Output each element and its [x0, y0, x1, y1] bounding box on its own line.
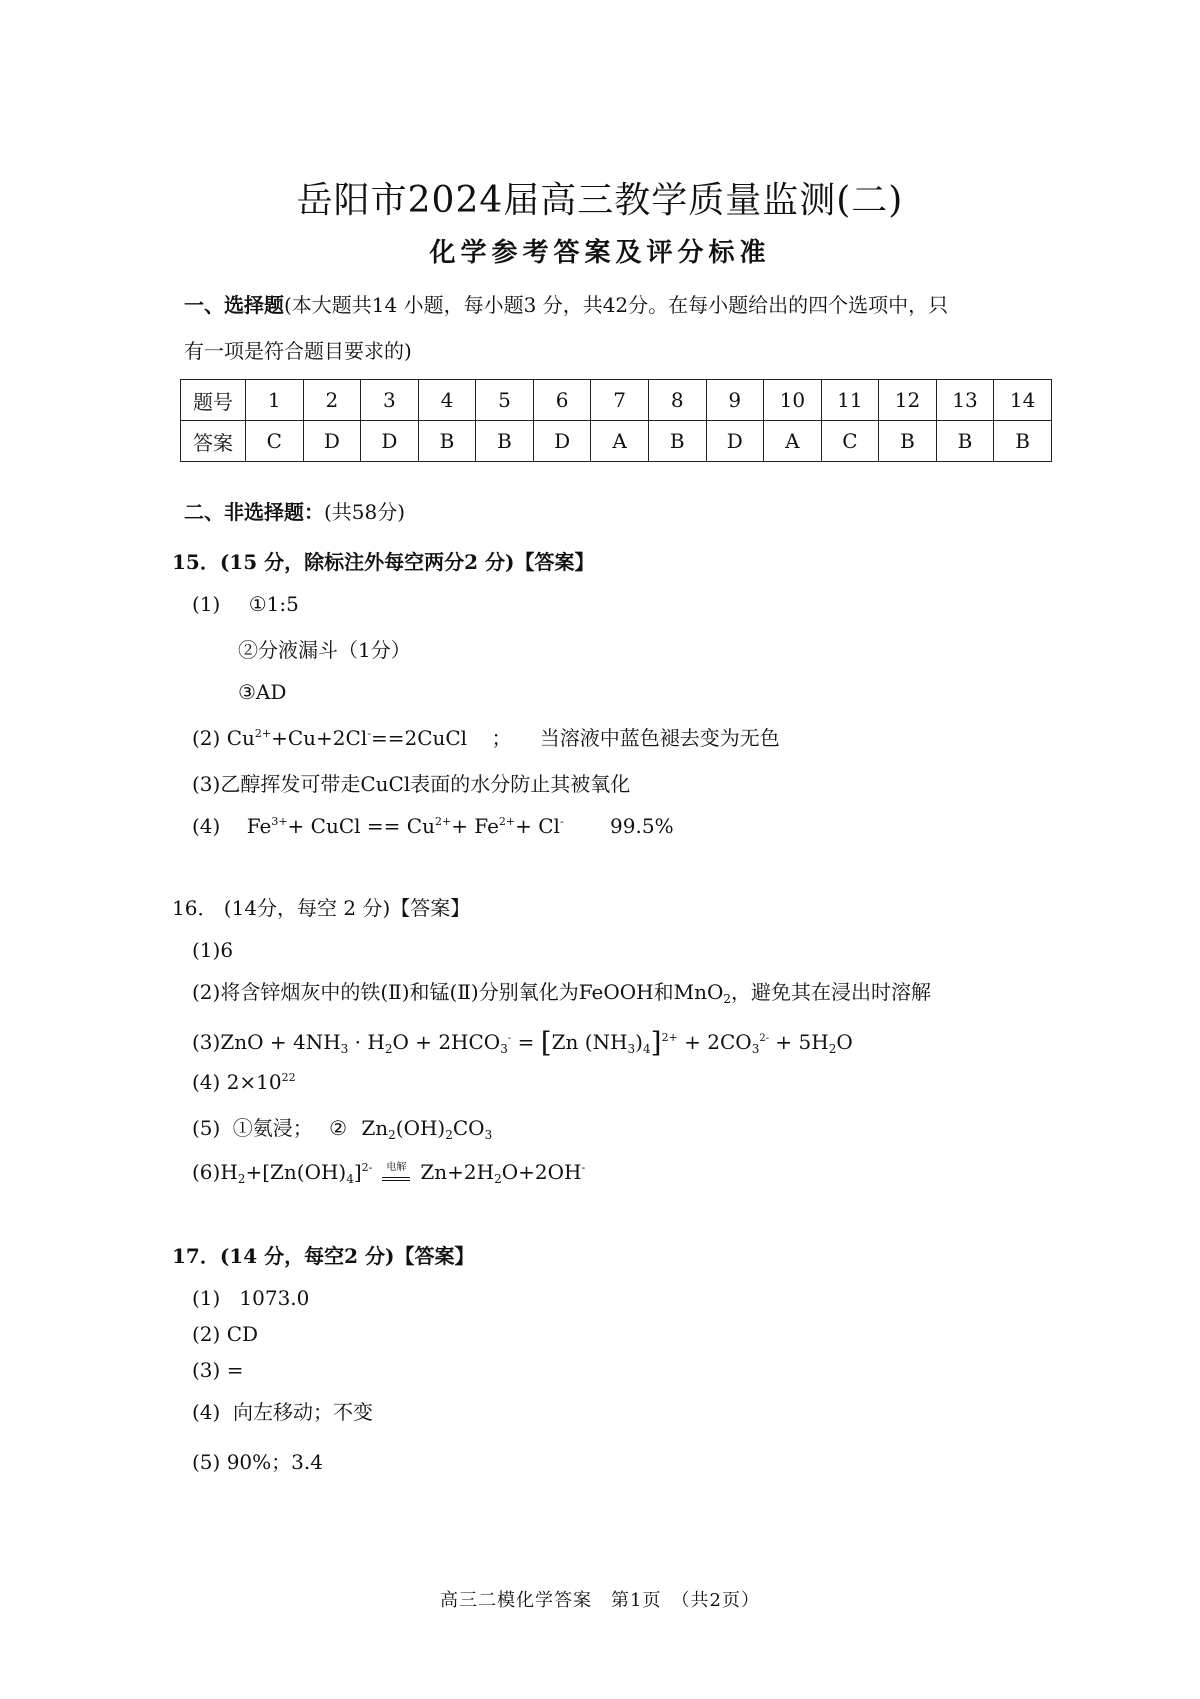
- electrolysis-arrow: [382, 1163, 410, 1181]
- q15-p2-label: (2): [192, 726, 221, 750]
- answer-cell: B: [994, 421, 1052, 462]
- page-title: 岳阳市2024届高三教学质量监测(二): [296, 180, 904, 221]
- q15-part3: (3)乙醇挥发可带走CuCl表面的水分防止其被氧化: [192, 772, 631, 796]
- q15-p1-a: ①1:5: [248, 592, 299, 616]
- section1-desc-line2: 有一项是符合题目要求的): [184, 339, 412, 363]
- answer-cell: B: [476, 421, 534, 462]
- q17-part5: (5) 90%；3.4: [192, 1450, 323, 1474]
- question-number: 7: [591, 380, 649, 421]
- answer-cell: B: [418, 421, 476, 462]
- answer-cell: B: [879, 421, 937, 462]
- question-number: 2: [303, 380, 361, 421]
- question-number: 5: [476, 380, 534, 421]
- question-number: 11: [821, 380, 879, 421]
- q16-p2-pre: (2)将含锌烟灰中的铁(Ⅱ)和锰(Ⅱ)分别氧化为FeOOH和: [192, 980, 674, 1004]
- q15-part1: [192, 592, 299, 616]
- q16-p6-label: (6): [192, 1160, 221, 1184]
- question-number: 8: [648, 380, 706, 421]
- q16-part3: [192, 1026, 853, 1059]
- q15-p4-label: (4): [192, 814, 221, 838]
- q15-p1-b: ②分液漏斗（1分）: [238, 638, 411, 662]
- q16-p6-products: $Zn+2H_2O+2OH^-$: [420, 1160, 586, 1186]
- question-number: 6: [533, 380, 591, 421]
- q15-p1-label: (1): [192, 592, 221, 616]
- section2-title: 二、非选择题：: [184, 500, 324, 524]
- q16-heading: 16． (14分，每空 2 分)【答案】: [172, 896, 471, 920]
- row-header-answer: 答案: [181, 421, 246, 462]
- answer-cell: D: [303, 421, 361, 462]
- answer-cell: C: [246, 421, 304, 462]
- q15-part2: [192, 722, 780, 751]
- electrolysis-label: 电解: [386, 1161, 407, 1173]
- answer-cell: B: [648, 421, 706, 462]
- q17-part1: (1) 1073.0: [192, 1286, 310, 1310]
- q17-heading: [172, 1240, 474, 1269]
- row-header-number: 题号: [181, 380, 246, 421]
- q15-p4-value: 99.5%: [610, 814, 674, 838]
- q16-p2-formula: MnO$_2$: [673, 980, 731, 1006]
- question-number: 14: [994, 380, 1052, 421]
- q16-part2: [192, 976, 931, 1005]
- answer-cell: C: [821, 421, 879, 462]
- q15-part4: [192, 814, 674, 838]
- answer-cell: D: [533, 421, 591, 462]
- q16-p5-label: (5): [192, 1116, 221, 1140]
- section2-desc: (共58分): [324, 500, 406, 524]
- q17-part4: (4) 向左移动；不变: [192, 1400, 374, 1424]
- q15-p2-text: 当溶液中蓝色褪去变为无色: [539, 726, 780, 750]
- q16-part1: (1)6: [192, 938, 234, 962]
- q15-p1-c: ③AD: [238, 680, 287, 704]
- answer-row: [181, 421, 1052, 462]
- q15-heading: [172, 546, 594, 575]
- question-number: 13: [936, 380, 994, 421]
- q16-p5-formula: $Zn_2(OH)_2CO_3$: [361, 1116, 493, 1142]
- q17-title: (14 分，每空2 分)【答案】: [219, 1244, 475, 1268]
- q16-p4-value: $2\times 10^{22}$: [226, 1070, 296, 1094]
- answer-cell: D: [361, 421, 419, 462]
- q17-part2: (2) CD: [192, 1322, 259, 1346]
- answer-table: [180, 379, 1052, 462]
- answer-cell: A: [591, 421, 649, 462]
- answer-cell: B: [936, 421, 994, 462]
- q16-p6-reactants: $H_2+[Zn(OH)_4]^{2-}$: [220, 1160, 373, 1186]
- q15-title: (15 分，除标注外每空两分2 分)【答案】: [219, 550, 595, 574]
- q15-p2-sep: ；: [491, 726, 512, 750]
- section1-heading: 一、选择题: [184, 293, 284, 317]
- page-subtitle: 化学参考答案及评分标准: [429, 238, 771, 268]
- section1-intro: [184, 282, 1044, 374]
- q16-p5-b: ②: [329, 1116, 347, 1140]
- question-number: 12: [879, 380, 937, 421]
- section2-heading: [184, 496, 405, 525]
- q16-part4: [192, 1070, 296, 1094]
- question-number-row: [181, 380, 1052, 421]
- question-number: 3: [361, 380, 419, 421]
- q16-p2-post: ，避免其在浸出时溶解: [731, 980, 931, 1004]
- q15-number: 15．: [172, 550, 220, 574]
- page-footer: 高三二模化学答案 第1页 （共2页）: [440, 1590, 760, 1611]
- section1-desc-line1: (本大题共14 小题，每小题3 分，共42分。在每小题给出的四个选项中，只: [284, 293, 949, 317]
- question-number: 1: [246, 380, 304, 421]
- q16-p4-label: (4): [192, 1070, 221, 1094]
- q17-part3: (3) =: [192, 1358, 244, 1382]
- question-number: 9: [706, 380, 764, 421]
- q15-p2-equation: $Cu^{2+}+Cu+2Cl^-==2CuCl$: [226, 726, 468, 750]
- answer-cell: A: [764, 421, 822, 462]
- q16-p5-a: ①氨浸；: [232, 1116, 313, 1140]
- q16-p3-equation: ZnO + $4NH_3 \cdot H_2O + 2HCO_3^- = [Zn$ $(NH_3)_4]^{2+} + 2CO_3^{2-} + 5H_2O$: [220, 1026, 853, 1059]
- question-number: 4: [418, 380, 476, 421]
- question-number: 10: [764, 380, 822, 421]
- q16-part6: [192, 1160, 585, 1184]
- q16-part5: [192, 1112, 492, 1141]
- q17-number: 17．: [172, 1244, 220, 1268]
- q16-p3-label: (3): [192, 1030, 221, 1054]
- answer-cell: D: [706, 421, 764, 462]
- q15-p4-equation: $Fe^{3+}+$ CuCl == $Cu^{2+}+ Fe^{2+}+ Cl^-$: [246, 814, 564, 838]
